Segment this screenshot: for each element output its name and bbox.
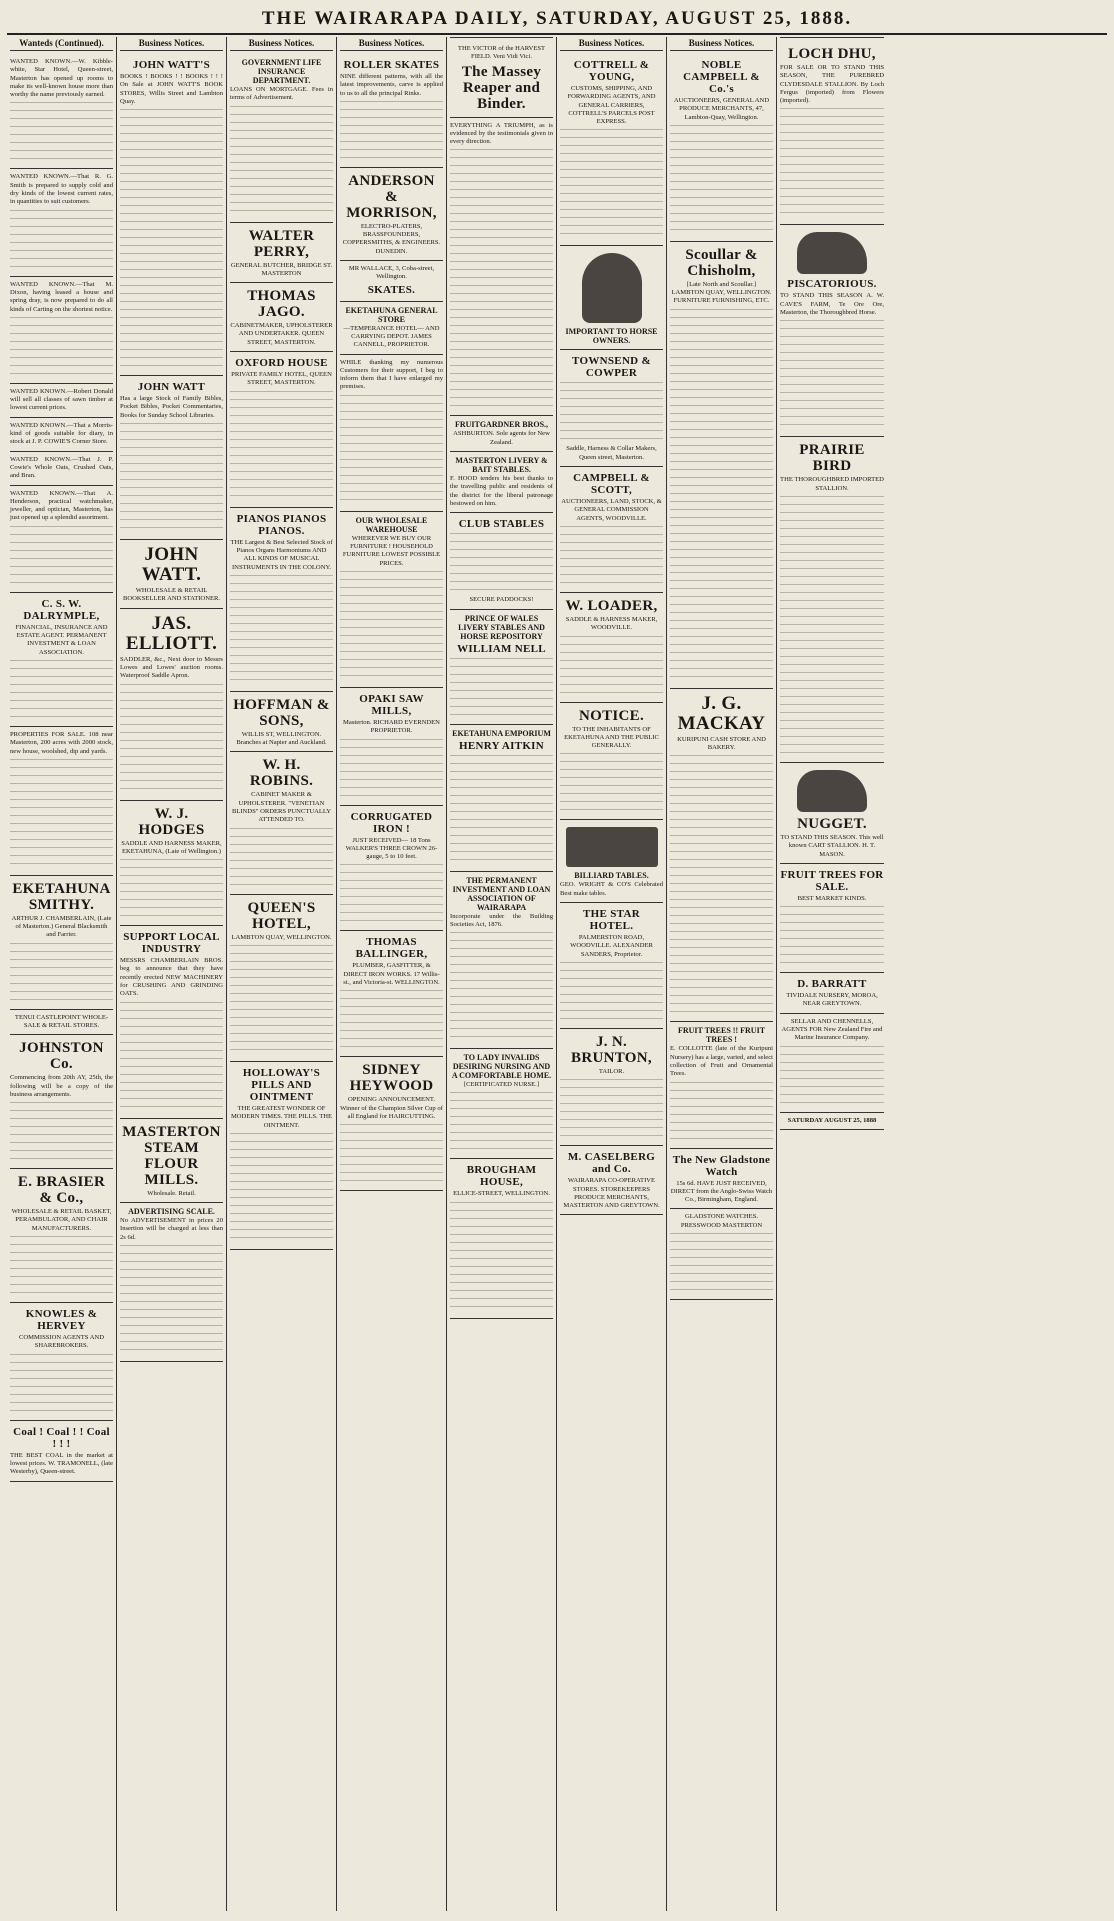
ad-ballinger (340, 931, 443, 1057)
ad-title: THOMAS JAGO. (247, 288, 316, 321)
ad-brunton (560, 1029, 663, 1146)
ad-nugget (780, 763, 884, 864)
ad-title: NOTICE. (578, 707, 645, 724)
ad-title: Coal ! Coal ! ! Coal ! ! ! (13, 1425, 110, 1450)
column-header: Business Notices. (120, 37, 223, 51)
ad-text: WANTED KNOWN.—W. Kibble-white, Star Hotel, Queen-street, Masterton has opened up rooms to make its well-known house more than worthy the name previously earned. (10, 58, 113, 99)
ad-text: MR WALLACE, 3, Coba-street, Wellington. (348, 265, 435, 281)
ad-sidney-heywood (340, 1057, 443, 1191)
ad-text: Commencing from 20th AY, 25th, the following will be a copy of the business arrangements. (10, 1074, 113, 1098)
ad-title: WALTER PERRY, (248, 227, 315, 260)
ad-title: M. CASELBERG and Co. (567, 1151, 656, 1176)
ad-billiard-tables (560, 820, 663, 903)
ad-title: EKETAHUNA GENERAL STORE (345, 305, 438, 324)
ad-imprint (780, 1113, 884, 1130)
ad-prairie-bird (780, 437, 884, 763)
ad-title: THE STAR HOTEL. (583, 908, 640, 933)
column-header: Business Notices. (340, 37, 443, 51)
ad-notice (560, 703, 663, 821)
column-7 (667, 37, 777, 1911)
ad-text: HENRY AITKIN (458, 739, 544, 752)
ad-text: ELECTRO-PLATERS, BRASSFOUNDERS, COPPERSMITHS, & ENGINEERS. DUNEDIN. (342, 222, 441, 255)
ad-title: SKATES. (367, 283, 416, 296)
ad-title: HOLLOWAY'S PILLS AND OINTMENT (242, 1066, 321, 1103)
saddle-illustration (582, 253, 642, 323)
ad-text: KURIPUNI CASH STORE AND BAKERY. (677, 735, 766, 752)
ad-flour-mills (120, 1119, 223, 1203)
ad-text: MESSRS CHAMBERLAIN BROS. beg to announce that they have recently erected NEW MACHINERY for CRUSHING AND GRINDING OATS. (120, 957, 223, 998)
ad-support-local (120, 926, 223, 1118)
ad-sellar-chennells (780, 1014, 884, 1113)
ad-title: PRINCE OF WALES LIVERY STABLES AND HORSE REPOSITORY (458, 613, 545, 641)
ad-text: THE GREATEST WONDER OF MODERN TIMES. THE PILLS. THE OINTMENT. (230, 1104, 333, 1129)
ad-mackay (670, 689, 773, 1023)
ad-text: WHEREVER WE BUY OUR FURNITURE ! HOUSEHOLD FURNITURE LOWEST POSSIBLE PRICES. (342, 534, 441, 567)
ad-title: SIDNEY HEYWOOD (349, 1062, 434, 1095)
ad-wanted-2 (10, 169, 113, 276)
ad-text: PROPERTIES FOR SALE. 108 near Masterton, 200 acres with 2000 stock, new house, woolshed, dip and yards. (10, 730, 113, 755)
ad-title: MASTERTON STEAM FLOUR MILLS. (122, 1123, 221, 1188)
ad-brasier (10, 1169, 113, 1303)
ad-title: SUPPORT LOCAL INDUSTRY (123, 931, 220, 956)
ad-text: WILLIS ST, WELLINGTON. Branches at Napier and Auckland. (236, 730, 327, 747)
ad-title: Scoullar & Chisholm, (685, 246, 758, 279)
column-2 (117, 37, 227, 1911)
ad-title: PRAIRIE BIRD (799, 442, 865, 475)
masthead: THE WAIRARAPA DAILY, SATURDAY, AUGUST 25, 1888. (7, 5, 1107, 35)
ad-fruit-trees (670, 1022, 773, 1148)
ad-text: WAIRARAPA CO-OPERATIVE STORES. STOREKEEPERS PRODUCE MERCHANTS, MASTERTON AND GREYTOWN. (563, 1177, 660, 1210)
ad-hoffman (230, 692, 333, 753)
ad-furniture (340, 512, 443, 688)
ad-title: IMPORTANT TO HORSE OWNERS. (565, 327, 658, 346)
ad-text: EVERYTHING A TRIUMPH, as is evidenced by the testimonials given in every direction. (450, 121, 553, 146)
ad-title: TOWNSEND & COWPER (572, 355, 651, 380)
ad-title: J. N. BRUNTON, (571, 1033, 652, 1066)
ad-campbell-scott (560, 467, 663, 593)
ad-text: TENUI CASTLEPOINT WHOLE-SALE & RETAIL STORES. (14, 1013, 109, 1029)
ad-properties (10, 727, 113, 876)
ad-title: ANDERSON & MORRISON, (346, 172, 437, 221)
ad-text: ELLICE-STREET, WELLINGTON. (453, 1190, 550, 1198)
column-header (450, 37, 553, 38)
ad-text: WILLIAM NELL (457, 642, 546, 655)
ad-text: GEO. WRIGHT & CO'S Celebrated Best make tables. (560, 881, 663, 897)
ad-title: FRUITGARDNER BROS., (454, 420, 549, 430)
ad-text: THE BEST COAL in the market at lowest prices. W. TRAMONELL, (late Westerby), Queen-street. (10, 1451, 113, 1476)
ad-text: SELLAR AND CHENNELLS, AGENTS FOR New Zealand Fire and Marine Insurance Company. (781, 1017, 883, 1042)
ad-loader (560, 593, 663, 703)
ad-title: NOBLE CAMPBELL & Co.'s (683, 59, 760, 95)
ad-corrugated-iron (340, 806, 443, 932)
ad-title: ADVERTISING SCALE. (128, 1206, 215, 1216)
ad-star-hotel (560, 903, 663, 1029)
ad-massey-reaper (450, 41, 553, 118)
ad-title: PISCATORIOUS. (787, 278, 877, 291)
ad-text: WANTED KNOWN.—That R. G. Smith is prepared to supply cold and dry kinds of the lowest current rates, in quantities to suit customers. (10, 173, 113, 206)
ad-text: ASHBURTON. Sole agents for New Zealand. (453, 430, 550, 446)
ad-text: SECURE PADDOCKS! (469, 596, 534, 604)
ad-text: BEST MARKET KINDS. (797, 894, 867, 902)
ad-text: THE Largest & Best Selected Stock of Pianos Organs Harmoniums AND ALL KINDS OF MUSICAL INSTRUMENTS IN THE COLONY. (230, 538, 333, 571)
ad-text: Wholesale. Retail. (147, 1189, 196, 1197)
ad-title: EKETAHUNA EMPORIUM (452, 728, 551, 738)
ad-title: JAS. ELLIOTT. (125, 612, 218, 654)
ad-wanted-4 (10, 384, 113, 418)
ad-text: NINE different patterns, with all the latest improvements, carve is applied to us to all the principal Rinks. (340, 73, 443, 97)
ad-text: WANTED KNOWN.—That J. P. Cowie's Whole Oats, Crushed Oats, and Bran. (10, 455, 113, 480)
ad-lady-invalids (450, 1049, 553, 1159)
ad-fruitgardner (450, 416, 553, 452)
ad-title: TO LADY INVALIDS DESIRING NURSING AND A COMFORTABLE HOME. (451, 1053, 552, 1081)
ad-john-watt-bibles (120, 376, 223, 540)
ad-eketahuna-store (340, 302, 443, 355)
ad-title: BILLIARD TABLES. (574, 871, 649, 881)
ad-fruit-trees-sale (780, 864, 884, 973)
ad-text: CABINETMAKER, UPHOLSTERER AND UNDERTAKER. QUEEN STREET, MASTERTON. (230, 322, 333, 346)
billiard-table-illustration (566, 827, 658, 867)
ad-title: W. J. HODGES (138, 805, 205, 838)
ad-title: W. LOADER, (565, 597, 658, 614)
ad-title: J. G. MACKAY (677, 692, 766, 734)
ad-government-life (230, 54, 333, 223)
ad-text: PLUMBER, GASFITTER, & DIRECT IRON WORKS. 17 Willis-st., and Victoria-st. WELLINGTON. (343, 962, 440, 987)
ad-wanted-3 (10, 277, 113, 384)
newspaper-page (7, 5, 1107, 1911)
ad-text: AUCTIONEERS, GENERAL AND PRODUCE MERCHANTS, 47, Lambton-Quay, Wellington. (673, 97, 770, 121)
ad-title: E. BRASIER & Co., (17, 1174, 106, 1207)
ad-text: BOOKS ! BOOKS ! ! BOOKS ! ! ! On Sale at JOHN WATT'S BOOK STORES, Willis Street and Lambton Quay. (120, 73, 223, 105)
ad-roller-skates (340, 54, 443, 168)
ad-presswood (670, 1209, 773, 1300)
ad-text: [Late North and Scoullar.] LAMBTON QUAY, WELLINGTON. FURNITURE FURNISHING, ETC. (671, 280, 772, 305)
ad-everything-triumph (450, 118, 553, 417)
ad-text: PALMERSTON ROAD, WOODVILLE. ALEXANDER SANDERS, Proprietor. (570, 934, 653, 958)
ad-text: Masterton. RICHARD EVERNDEN PROPRIETOR. (343, 718, 440, 735)
column-header: Business Notices. (670, 37, 773, 51)
ad-text: AUCTIONEERS, LAND, STOCK, & GENERAL COMMISSION AGENTS, WOODVILLE. (561, 498, 662, 522)
ad-title: CLUB STABLES (458, 518, 545, 531)
ad-text: Has a large Stock of Family Bibles, Pocket Bibles, Pocket Commentaries, Books for Sunday School Libraries. (120, 395, 223, 419)
ad-title: D. BARRATT (797, 978, 867, 991)
ad-title: FRUIT TREES !! FRUIT TREES ! (677, 1026, 766, 1045)
ad-loch-dhu (780, 41, 884, 225)
ad-title: PIANOS PIANOS PIANOS. (236, 512, 327, 537)
ad-title: MASTERTON LIVERY & BAIT STABLES. (455, 456, 548, 475)
ad-barratt (780, 973, 884, 1014)
ad-gladstone-watch (670, 1149, 773, 1210)
ad-jas-elliott (120, 609, 223, 801)
ad-text: SADDLE & HARNESS MAKER, WOODVILLE. (565, 615, 658, 632)
ad-holloway (230, 1062, 333, 1250)
ad-text: COMMISSION AGENTS AND SHAREBROKERS. (19, 1334, 104, 1350)
ad-text: WANTED KNOWN.—That a Morris-kind of goods suitable for diary, in stock at J. P. COWIE'S Corner Store. (10, 421, 113, 446)
ad-thanks (340, 355, 443, 512)
ad-text: THE VICTOR of the HARVEST FIELD. Veni Vidi Vici. (457, 45, 546, 61)
ad-text: E. COLLOTTE (late of the Kuripuni Nursery) has a large, varied, and select collection of Fruit and Ornamental Trees. (670, 1045, 773, 1078)
column-8 (777, 37, 887, 1911)
ad-title: The New Gladstone Watch (672, 1153, 771, 1178)
ad-wanted-7 (10, 486, 113, 593)
ad-title: C. S. W. DALRYMPLE, (23, 597, 100, 622)
ad-knowles (10, 1303, 113, 1421)
ad-prince-of-wales (450, 610, 553, 725)
ad-title: The Massey Reaper and Binder. (461, 63, 542, 112)
ad-text: ARTHUR J. CHAMBERLAIN, (Late of Masterton.) General Blacksmith and Farrier. (11, 914, 112, 939)
ad-dalrymple (10, 593, 113, 727)
ad-text: Incorporate under the Building Societies Act, 1876. (450, 912, 553, 928)
ad-text: Saddle, Harness & Collar Makers, Queen street, Masterton. (566, 445, 657, 461)
column-header: Wanteds (Continued). (10, 37, 113, 51)
ad-title: HOFFMAN & SONS, (233, 696, 330, 729)
ad-john-watt-stationer (120, 540, 223, 609)
ad-text: THE THOROUGHBRED IMPORTED STALLION. (780, 476, 884, 492)
ad-title: BROUGHAM HOUSE, (466, 1164, 537, 1189)
ad-advertising-scale (120, 1203, 223, 1362)
ad-text: WANTED KNOWN.—That A. Henderson, practical watchmaker, jeweller, and optician, Masterton, has just opened up a splendid assortment. (10, 489, 113, 522)
ad-text: WANTED KNOWN.—Robert Donald will sell all classes of sawn timber at lowest current prices. (10, 387, 113, 412)
ad-text: SADDLE AND HARNESS MAKER, EKETAHUNA, (Late of Wellington.) (121, 839, 222, 855)
ad-text: PRIVATE FAMILY HOTEL, QUEEN STREET, MASTERTON. (231, 371, 332, 387)
ad-caselberg (560, 1146, 663, 1215)
column-header: Business Notices. (560, 37, 663, 51)
ad-text: WHOLESALE & RETAIL BASKET, PERAMBULATOR, AND CHAIR MANUFACTURERS. (11, 1208, 112, 1232)
ad-title: JOHN WATT'S (132, 59, 211, 71)
ad-coal (10, 1421, 113, 1482)
ad-text: GENERAL BUTCHER, BRIDGE ST. MASTERTON (230, 261, 333, 277)
ad-title: JOHN WATT (137, 381, 206, 394)
ad-walter-perry (230, 223, 333, 284)
ad-queens-hotel (230, 895, 333, 1062)
ad-title: KNOWLES & HERVEY (25, 1308, 98, 1333)
ad-hodges (120, 801, 223, 927)
column-header (780, 37, 884, 38)
ad-horse-owners (560, 246, 663, 350)
ad-club-stables (450, 513, 553, 609)
ad-anderson-morrison (340, 168, 443, 261)
ad-title: GOVERNMENT LIFE INSURANCE DEPARTMENT. (241, 58, 322, 85)
ad-robins (230, 752, 333, 894)
ad-title: W. H. ROBINS. (249, 757, 314, 790)
ad-johnston (10, 1035, 113, 1169)
ad-title: THE PERMANENT INVESTMENT AND LOAN ASSOCIATION OF WAIRARAPA (452, 875, 551, 912)
ad-text: No ADVERTISEMENT in prices 20 Insertion will be charged at less than 2s 6d. (120, 1216, 223, 1241)
ad-title: JOHN WATT. (141, 544, 202, 586)
ad-text: [CERTIFICATED NURSE.] (463, 1081, 540, 1089)
ad-skates (340, 261, 443, 302)
ad-title: OPAKI SAW MILLS, (359, 692, 424, 717)
ad-title: FRUIT TREES FOR SALE. (780, 868, 884, 893)
ad-wanted-5 (10, 418, 113, 452)
ad-text: FINANCIAL, INSURANCE AND ESTATE AGENT. PERMANENT INVESTMENT & LOAN ASSOCIATION. (15, 623, 108, 656)
ad-eketahuna-smithy (10, 876, 113, 1010)
ad-text: TO THE INHABITANTS OF EKETAHUNA AND THE PUBLIC GENERALLY. (564, 725, 659, 750)
ad-text: JUST RECEIVED— 18 Tons WALKER'S THREE CROWN 26-gauge, 5 to 10 feet. (345, 836, 438, 861)
ad-text: WANTED KNOWN.—That M. Dixon, having leased a house and spring dray, is now prepared to do all kinds of Carting on the shortest notice. (10, 280, 113, 313)
ad-opaki-saw-mills (340, 688, 443, 806)
ad-title: EKETAHUNA SMITHY. (12, 880, 111, 913)
ad-noble-campbell (670, 54, 773, 242)
ad-title: QUEEN'S HOTEL, (247, 899, 316, 932)
ad-text: TO STAND THIS SEASON A. W. CAVE'S FARM, Te Ore Ore, Masterton, the Thoroughbred Horse. (780, 292, 884, 317)
ad-text: WHOLESALE & RETAIL BOOKSELLER AND STATIONER. (122, 587, 221, 603)
column-1 (7, 37, 117, 1911)
ad-title: NUGGET. (797, 815, 867, 832)
ad-text: GLADSTONE WATCHES. PRESSWOOD MASTERTON (680, 1213, 763, 1229)
ad-text: OPENING ANNOUNCEMENT. Winner of the Champion Silver Cup of all England for HAIRCUTTING. (340, 1096, 443, 1120)
ad-text: CABINET MAKER & UPHOLSTERER. "VENETIAN BLINDS" ORDERS PUNCTUALLY ATTENDED TO. (231, 791, 332, 824)
ad-eketahuna-emporium (450, 725, 553, 872)
column-6 (557, 37, 667, 1911)
ad-title: COTTRELL & YOUNG, (573, 59, 650, 83)
ad-tenui (10, 1010, 113, 1036)
ad-townsend-cowper (560, 350, 663, 467)
ad-text: SADDLER, &c., Next door to Messrs Lowes and Lowes' auction rooms. Waterproof Saddle Apron. (120, 655, 223, 680)
ad-scoullar-chisholm (670, 242, 773, 689)
ad-text: CUSTOMS, SHIPPING, AND FORWARDING AGENTS, AND GENERAL CARRIERS, COTTRELL'S PARCELS POST EXPRESS. (567, 85, 656, 126)
ad-text: WHILE thanking my numerous Customers for their support, I beg to inform them that I have enlarged my premises. (340, 358, 443, 391)
horse-illustration (797, 770, 867, 812)
ad-piscatorious (780, 225, 884, 437)
ad-title: CORRUGATED IRON ! (350, 810, 433, 835)
ad-text: FOR SALE OR TO STAND THIS SEASON, THE PUREBRED CLYDESDALE STALLION. By Loch Fergus (imported) from Flowers (imported). (780, 64, 884, 105)
ad-title: THOMAS BALLINGER, (355, 936, 428, 961)
ad-wanted-6 (10, 452, 113, 486)
ad-masterton-livery (450, 452, 553, 513)
column-header: Business Notices. (230, 37, 333, 51)
horse-illustration (797, 232, 867, 274)
ad-wanted-1 (10, 54, 113, 169)
ad-title: OUR WHOLESALE WAREHOUSE (355, 515, 428, 534)
ad-text: TO STAND THIS SEASON. This well known CART STALLION. H. T. MASON. (780, 833, 884, 858)
ad-title: LOCH DHU, (788, 46, 876, 62)
ad-text: 15s 6d. HAVE JUST RECEIVED, DIRECT from the Anglo-Swiss Watch Co., Birmingham, England. (670, 1179, 773, 1204)
ad-text: TIVIDALE NURSERY, MOROA, NEAR GREYTOWN. (786, 992, 878, 1008)
column-3 (227, 37, 337, 1911)
ad-permanent-investment (450, 872, 553, 1050)
ad-text: LAMBTON QUAY, WELLINGTON. (231, 933, 332, 941)
ad-title: ROLLER SKATES (343, 59, 440, 71)
ad-title: JOHNSTON Co. (19, 1040, 104, 1073)
ad-cottrell-young (560, 54, 663, 246)
ad-text: F. HOOD tenders his best thanks to the travelling public and residents of the district for the liberal patronage bestowed on him. (450, 475, 553, 507)
ad-thomas-jago (230, 283, 333, 352)
ad-text: —TEMPERANCE HOTEL— AND CARRYING DEPOT. JAMES CANNELL, PROPRIETOR. (343, 324, 440, 349)
ad-text: LOANS ON MORTGAGE. Fees in terms of Advertisement. (230, 86, 333, 102)
ad-john-watt-books (120, 54, 223, 376)
ad-text: TAILOR. (598, 1067, 625, 1075)
ad-text: SATURDAY AUGUST 25, 1888 (787, 1116, 877, 1124)
ad-oxford-house (230, 352, 333, 508)
column-5 (447, 37, 557, 1911)
column-4 (337, 37, 447, 1911)
ad-title: CAMPBELL & SCOTT, (573, 472, 650, 497)
columns-container (7, 37, 1107, 1911)
ad-pianos (230, 508, 333, 692)
ad-title: OXFORD HOUSE (235, 357, 328, 370)
ad-brougham-house (450, 1159, 553, 1318)
